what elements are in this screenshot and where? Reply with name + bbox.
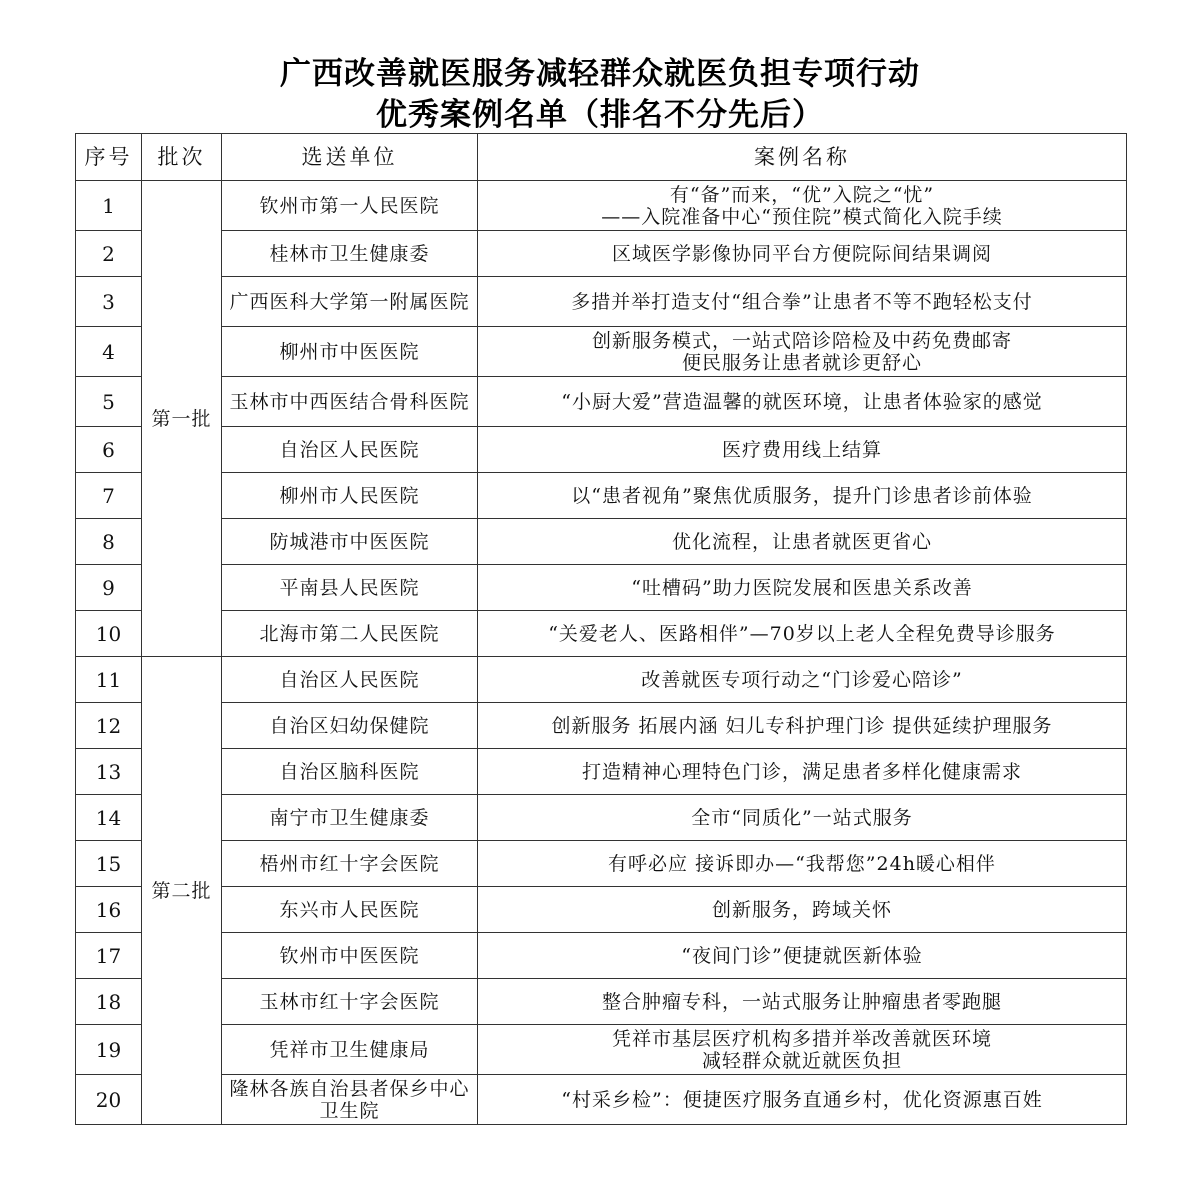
row-number: 13 — [76, 749, 142, 795]
row-unit: 防城港市中医医院 — [222, 519, 478, 565]
table-body — [76, 181, 1127, 1125]
row-unit: 玉林市中西医结合骨科医院 — [222, 377, 478, 427]
row-case — [478, 841, 1127, 887]
case-line: “村采乡检”：便捷医疗服务直通乡村，优化资源惠百姓 — [561, 1088, 1043, 1111]
row-case — [478, 703, 1127, 749]
case-line: 全市“同质化”一站式服务 — [691, 806, 913, 829]
row-unit: 平南县人民医院 — [222, 565, 478, 611]
row-case — [478, 979, 1127, 1025]
header-batch: 批次 — [142, 134, 222, 181]
row-case — [478, 565, 1127, 611]
case-line: 创新服务模式，一站式陪诊陪检及中药免费邮寄 — [591, 329, 1012, 352]
table-row — [76, 657, 1127, 703]
header-case: 案例名称 — [478, 134, 1127, 181]
table-row — [76, 933, 1127, 979]
row-unit: 凭祥市卫生健康局 — [222, 1025, 478, 1075]
table-row — [76, 887, 1127, 933]
batch-first: 第一批 — [142, 181, 222, 657]
row-case — [478, 1075, 1127, 1125]
row-number: 7 — [76, 473, 142, 519]
row-number: 1 — [76, 181, 142, 231]
row-unit: 隆林各族自治县者保乡中心卫生院 — [222, 1075, 478, 1125]
table-row — [76, 611, 1127, 657]
case-line: 打造精神心理特色门诊，满足患者多样化健康需求 — [581, 760, 1022, 783]
batch-second: 第二批 — [142, 657, 222, 1125]
row-unit: 柳州市人民医院 — [222, 473, 478, 519]
case-line: 改善就医专项行动之“门诊爱心陪诊” — [641, 668, 963, 691]
row-number: 16 — [76, 887, 142, 933]
row-unit: 东兴市人民医院 — [222, 887, 478, 933]
page-title-line1: 广西改善就医服务减轻群众就医负担专项行动 — [280, 56, 920, 92]
case-line: 有“备”而来，“优”入院之“忧” — [669, 183, 935, 206]
row-unit: 北海市第二人民医院 — [222, 611, 478, 657]
row-case — [478, 473, 1127, 519]
case-line: “夜间门诊”便捷就医新体验 — [681, 944, 923, 967]
row-unit: 梧州市红十字会医院 — [222, 841, 478, 887]
row-unit: 自治区妇幼保健院 — [222, 703, 478, 749]
row-unit: 桂林市卫生健康委 — [222, 231, 478, 277]
row-case — [478, 427, 1127, 473]
row-unit: 钦州市第一人民医院 — [222, 181, 478, 231]
table-row — [76, 749, 1127, 795]
row-number: 12 — [76, 703, 142, 749]
row-case — [478, 377, 1127, 427]
row-case — [478, 277, 1127, 327]
case-line: 多措并举打造支付“组合拳”让患者不等不跑轻松支付 — [571, 290, 1033, 313]
table-row — [76, 565, 1127, 611]
row-number: 3 — [76, 277, 142, 327]
table-header-row — [76, 134, 1127, 181]
table-row — [76, 377, 1127, 427]
table-row — [76, 231, 1127, 277]
row-case — [478, 231, 1127, 277]
row-case — [478, 933, 1127, 979]
case-line: “吐槽码”助力医院发展和医患关系改善 — [631, 576, 973, 599]
table-row — [76, 1075, 1127, 1125]
table-row — [76, 795, 1127, 841]
row-number: 17 — [76, 933, 142, 979]
row-case — [478, 327, 1127, 377]
table-row — [76, 473, 1127, 519]
row-unit: 柳州市中医医院 — [222, 327, 478, 377]
row-case — [478, 657, 1127, 703]
table-row — [76, 427, 1127, 473]
case-list-table — [75, 133, 1127, 1125]
row-unit: 自治区人民医院 — [222, 427, 478, 473]
row-unit: 钦州市中医医院 — [222, 933, 478, 979]
row-number: 5 — [76, 377, 142, 427]
row-unit: 南宁市卫生健康委 — [222, 795, 478, 841]
table-row — [76, 327, 1127, 377]
case-line: 减轻群众就近就医负担 — [701, 1049, 902, 1072]
row-number: 8 — [76, 519, 142, 565]
row-number: 15 — [76, 841, 142, 887]
row-number: 2 — [76, 231, 142, 277]
row-unit: 自治区人民医院 — [222, 657, 478, 703]
header-no: 序号 — [76, 134, 142, 181]
row-number: 4 — [76, 327, 142, 377]
row-number: 10 — [76, 611, 142, 657]
row-unit: 广西医科大学第一附属医院 — [222, 277, 478, 327]
row-case — [478, 795, 1127, 841]
case-line: 有呼必应 接诉即办—“我帮您”24h暖心相伴 — [608, 852, 996, 875]
row-case — [478, 887, 1127, 933]
case-line: 创新服务 拓展内涵 妇儿专科护理门诊 提供延续护理服务 — [551, 714, 1053, 737]
table-row — [76, 181, 1127, 231]
row-case — [478, 1025, 1127, 1075]
case-line: 便民服务让患者就诊更舒心 — [681, 351, 922, 374]
table-row — [76, 979, 1127, 1025]
case-line: ——入院准备中心“预住院”模式简化入院手续 — [601, 205, 1003, 228]
table-row — [76, 1025, 1127, 1075]
row-number: 9 — [76, 565, 142, 611]
case-line: 医疗费用线上结算 — [721, 438, 882, 461]
row-case — [478, 181, 1127, 231]
case-line: 创新服务，跨域关怀 — [711, 898, 892, 921]
case-line: 整合肿瘤专科，一站式服务让肿瘤患者零跑腿 — [601, 990, 1002, 1013]
row-unit: 自治区脑科医院 — [222, 749, 478, 795]
row-number: 18 — [76, 979, 142, 1025]
page-title-line2: 优秀案例名单（排名不分先后） — [376, 97, 824, 133]
row-case — [478, 519, 1127, 565]
table-row — [76, 519, 1127, 565]
table-row — [76, 841, 1127, 887]
row-case — [478, 611, 1127, 657]
case-line: 优化流程，让患者就医更省心 — [671, 530, 932, 553]
case-line: “关爱老人、医路相伴”—70岁以上老人全程免费导诊服务 — [548, 622, 1056, 645]
row-number: 11 — [76, 657, 142, 703]
row-number: 6 — [76, 427, 142, 473]
row-unit: 玉林市红十字会医院 — [222, 979, 478, 1025]
case-line: 以“患者视角”聚焦优质服务，提升门诊患者诊前体验 — [571, 484, 1033, 507]
row-number: 14 — [76, 795, 142, 841]
table-row — [76, 277, 1127, 327]
header-unit: 选送单位 — [222, 134, 478, 181]
table-row — [76, 703, 1127, 749]
row-number: 20 — [76, 1075, 142, 1125]
case-line: 区域医学影像协同平台方便院际间结果调阅 — [611, 242, 992, 265]
case-line: “小厨大爱”营造温馨的就医环境，让患者体验家的感觉 — [561, 390, 1043, 413]
case-line: 凭祥市基层医疗机构多措并举改善就医环境 — [611, 1027, 992, 1050]
row-number: 19 — [76, 1025, 142, 1075]
row-case — [478, 749, 1127, 795]
